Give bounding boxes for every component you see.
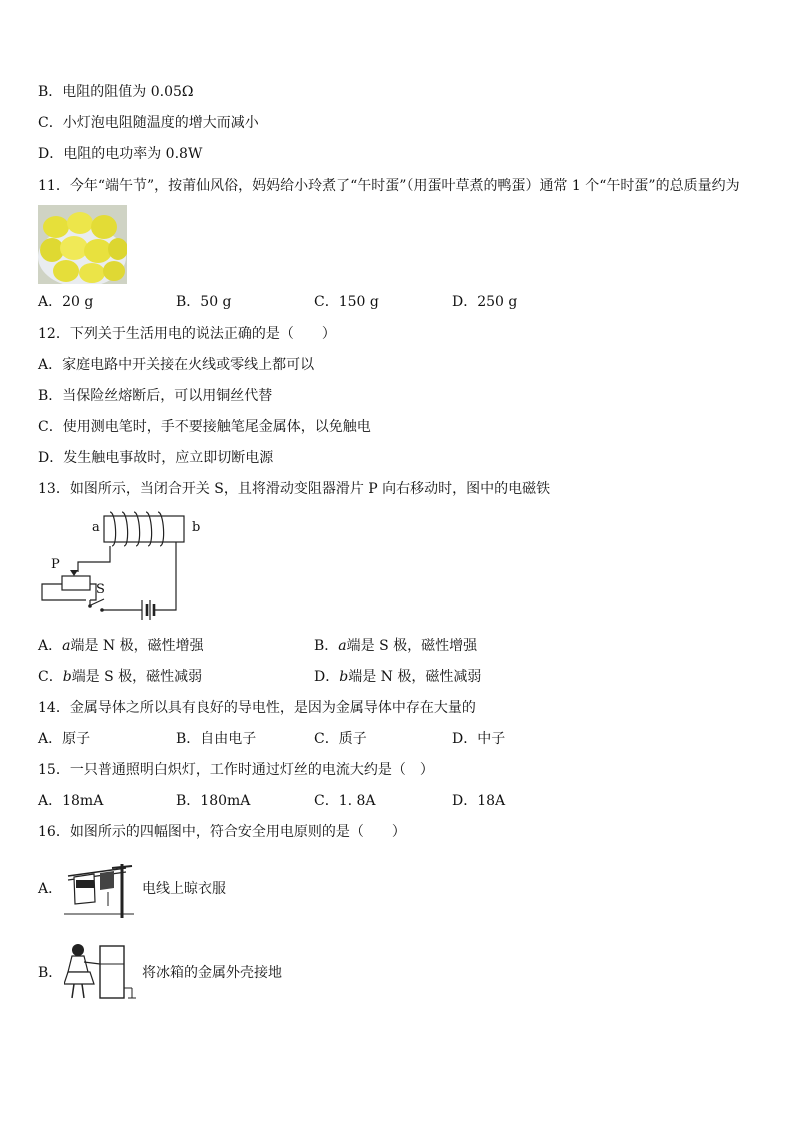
q10-option-b: B．电阻的阻值为 0.05Ω	[38, 84, 194, 100]
duck-egg-photo	[38, 205, 127, 284]
q16-option-a-label: A．	[38, 881, 63, 897]
q12-stem: 12．下列关于生活用电的说法正确的是（ ）	[38, 326, 336, 342]
q13-option-c: C．b端是 S 极，磁性减弱	[38, 669, 203, 685]
q16-stem: 16．如图所示的四幅图中，符合安全用电原则的是（ ）	[38, 824, 406, 840]
q14-option-b: B．自由电子	[176, 731, 257, 747]
q16-option-b-label: B．	[38, 965, 63, 981]
q13-option-a: A．a端是 N 极，磁性增强	[38, 638, 204, 654]
q15-option-b: B．180mA	[176, 793, 251, 809]
grounded-refrigerator-illustration	[64, 942, 136, 1002]
coil-end-a-label: a	[92, 520, 100, 535]
q13-option-d: D．b端是 N 极，磁性减弱	[314, 669, 482, 685]
q10-option-c: C．小灯泡电阻随温度的增大而减小	[38, 115, 259, 131]
q13-stem: 13．如图所示，当闭合开关 S，且将滑动变阻器滑片 P 向右移动时，图中的电磁铁	[38, 481, 551, 497]
q15-option-d: D．18A	[452, 793, 506, 809]
q11-option-d: D．250 g	[452, 294, 518, 310]
q11-option-a: A．20 g	[38, 294, 94, 310]
q12-option-a: A．家庭电路中开关接在火线或零线上都可以	[38, 357, 315, 373]
q12-option-b: B．当保险丝熔断后，可以用铜丝代替	[38, 388, 273, 404]
q12-option-d: D．发生触电事故时，应立即切断电源	[38, 450, 274, 466]
q14-option-c: C．质子	[314, 731, 367, 747]
q11-option-c: C．150 g	[314, 294, 379, 310]
q14-option-a: A．原子	[38, 731, 91, 747]
coil-end-b-label: b	[192, 520, 201, 535]
switch-s-label: S	[96, 582, 105, 597]
q14-option-d: D．中子	[452, 731, 506, 747]
q11-stem: 11．今年“端午节”，按莆仙风俗，妈妈给小玲煮了“午时蛋”（用蛋叶草煮的鸭蛋）通常 1 个“午时蛋”的总质量约为	[38, 178, 740, 194]
q16-option-b-text: 将冰箱的金属外壳接地	[142, 965, 282, 981]
q15-stem: 15．一只普通照明白炽灯，工作时通过灯丝的电流大约是（ ）	[38, 762, 434, 778]
q12-option-c: C．使用测电笔时，手不要接触笔尾金属体，以免触电	[38, 419, 371, 435]
q10-option-d: D．电阻的电功率为 0.8W	[38, 146, 203, 162]
q16-option-a-text: 电线上晾衣服	[142, 881, 226, 897]
q11-option-b: B．50 g	[176, 294, 232, 310]
clothes-on-power-line-illustration	[64, 862, 136, 920]
q14-stem: 14．金属导体之所以具有良好的导电性，是因为金属导体中存在大量的	[38, 700, 476, 716]
q15-option-c: C．1. 8A	[314, 793, 376, 809]
electromagnet-circuit-diagram	[38, 508, 201, 623]
q15-option-a: A．18mA	[38, 793, 104, 809]
q13-option-b: B．a端是 S 极，磁性增强	[314, 638, 478, 654]
slider-p-label: P	[51, 557, 60, 572]
